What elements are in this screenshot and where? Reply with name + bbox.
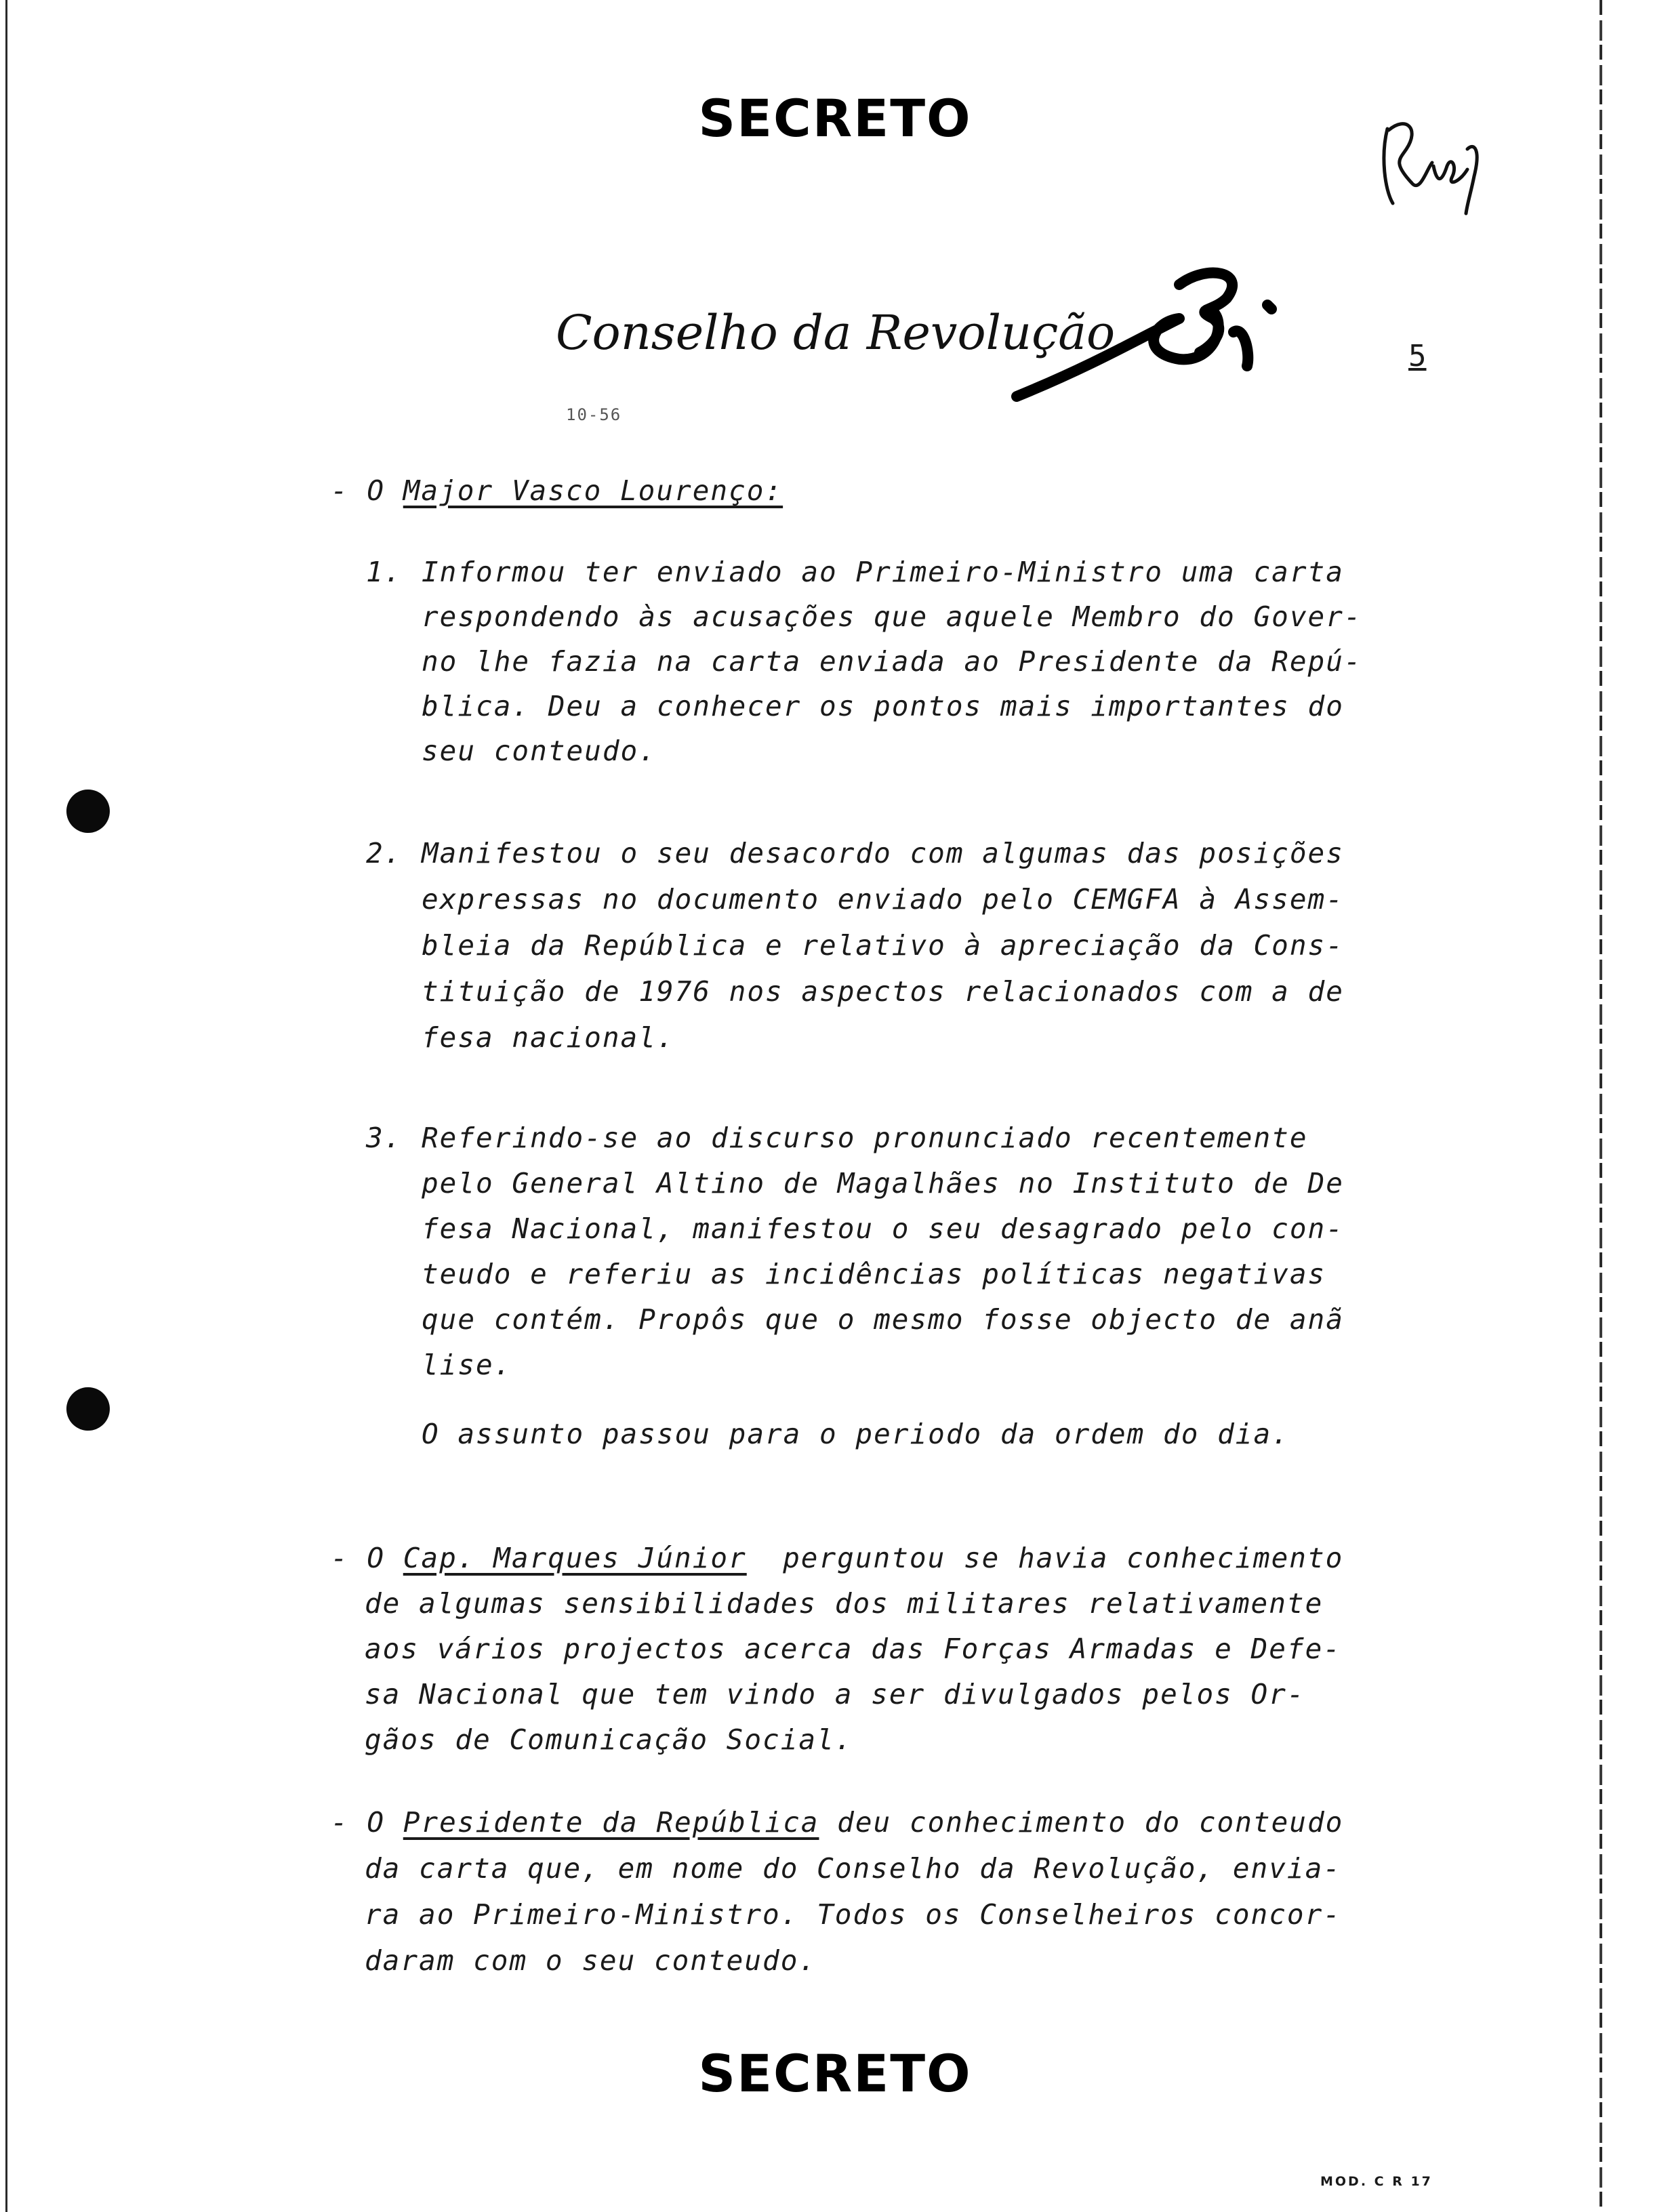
point-line: no lhe fazia na carta enviada ao Presidente da Repú-: [422, 645, 1362, 678]
punch-hole-lower: [66, 1387, 110, 1431]
point-number: 1.: [366, 556, 403, 588]
speaker-dash: - O: [331, 1542, 403, 1574]
point-line: blica. Deu a conhecer os pontos mais importantes do: [422, 690, 1344, 722]
point-line: fesa Nacional, manifestou o seu desagrado pelo con-: [422, 1212, 1344, 1245]
handwritten-note: [1379, 102, 1488, 217]
archive-ref: 10-56: [566, 405, 622, 424]
speaker-dash: - O: [331, 1806, 403, 1839]
agenda-note: O assunto passou para o periodo da ordem do dia.: [422, 1418, 1290, 1450]
paragraph-line: da carta que, em nome do Conselho da Revolução, envia-: [365, 1852, 1341, 1885]
page-number: 5: [1408, 339, 1427, 373]
paragraph-line: ra ao Primeiro-Ministro. Todos os Conselheiros concor-: [365, 1898, 1341, 1931]
speaker-name: Cap. Marques Júnior: [403, 1542, 747, 1574]
form-code: MOD. C R 17: [1320, 2174, 1433, 2189]
point-line: fesa nacional.: [422, 1021, 675, 1054]
paragraph-line: gãos de Comunicação Social.: [365, 1723, 853, 1756]
point-line: tituição de 1976 nos aspectos relacionados com a de: [422, 975, 1344, 1008]
classification-stamp-bottom: SECRETO: [698, 2043, 972, 2104]
point-number: 3.: [366, 1122, 403, 1154]
point-line: Informou ter enviado ao Primeiro-Ministro uma carta: [422, 556, 1344, 588]
punch-hole-upper: [66, 790, 110, 833]
point-number: 2.: [366, 837, 403, 869]
point-line: teudo e referiu as incidências políticas negativas: [422, 1258, 1326, 1290]
point-line: seu conteudo.: [422, 735, 657, 767]
speaker-name: Presidente da República: [403, 1806, 819, 1839]
paragraph-line: sa Nacional que tem vindo a ser divulgados pelos Or-: [365, 1678, 1305, 1711]
speaker-text: deu conhecimento do conteudo: [819, 1806, 1344, 1839]
point-line: bleia da República e relativo à apreciação da Cons-: [422, 929, 1344, 962]
signature: [1010, 244, 1288, 407]
speaker-name: Major Vasco Lourenço:: [403, 474, 783, 507]
page-edge-right: [1600, 0, 1602, 2212]
point-line: que contém. Propôs que o mesmo fosse objecto de anã: [422, 1303, 1344, 1336]
page-edge-left: [5, 0, 7, 2212]
paragraph-line: aos vários projectos acerca das Forças Armadas e Defe-: [365, 1633, 1341, 1665]
paragraph-line: de algumas sensibilidades dos militares relativamente: [365, 1587, 1324, 1620]
speaker-text: perguntou se havia conhecimento: [746, 1542, 1344, 1574]
classification-stamp-top: SECRETO: [698, 88, 972, 148]
speaker-line-presidente-da-republica: [331, 1806, 1343, 1839]
speaker-line-major-vasco-lourenco: [331, 474, 783, 507]
point-line: respondendo às acusações que aquele Membro do Gover-: [422, 600, 1362, 633]
point-line: Manifestou o seu desacordo com algumas das posições: [422, 837, 1344, 869]
point-line: pelo General Altino de Magalhães no Instituto de De: [422, 1167, 1344, 1200]
letterhead: Conselho da Revolução: [556, 305, 1116, 361]
speaker-line-cap-marques-junior: [331, 1542, 1343, 1574]
point-line: lise.: [422, 1349, 512, 1381]
point-line: expressas no documento enviado pelo CEMGFA à Assem-: [422, 883, 1344, 916]
speaker-dash: - O: [331, 474, 403, 507]
paragraph-line: daram com o seu conteudo.: [365, 1944, 817, 1977]
point-line: Referindo-se ao discurso pronunciado recentemente: [422, 1122, 1308, 1154]
